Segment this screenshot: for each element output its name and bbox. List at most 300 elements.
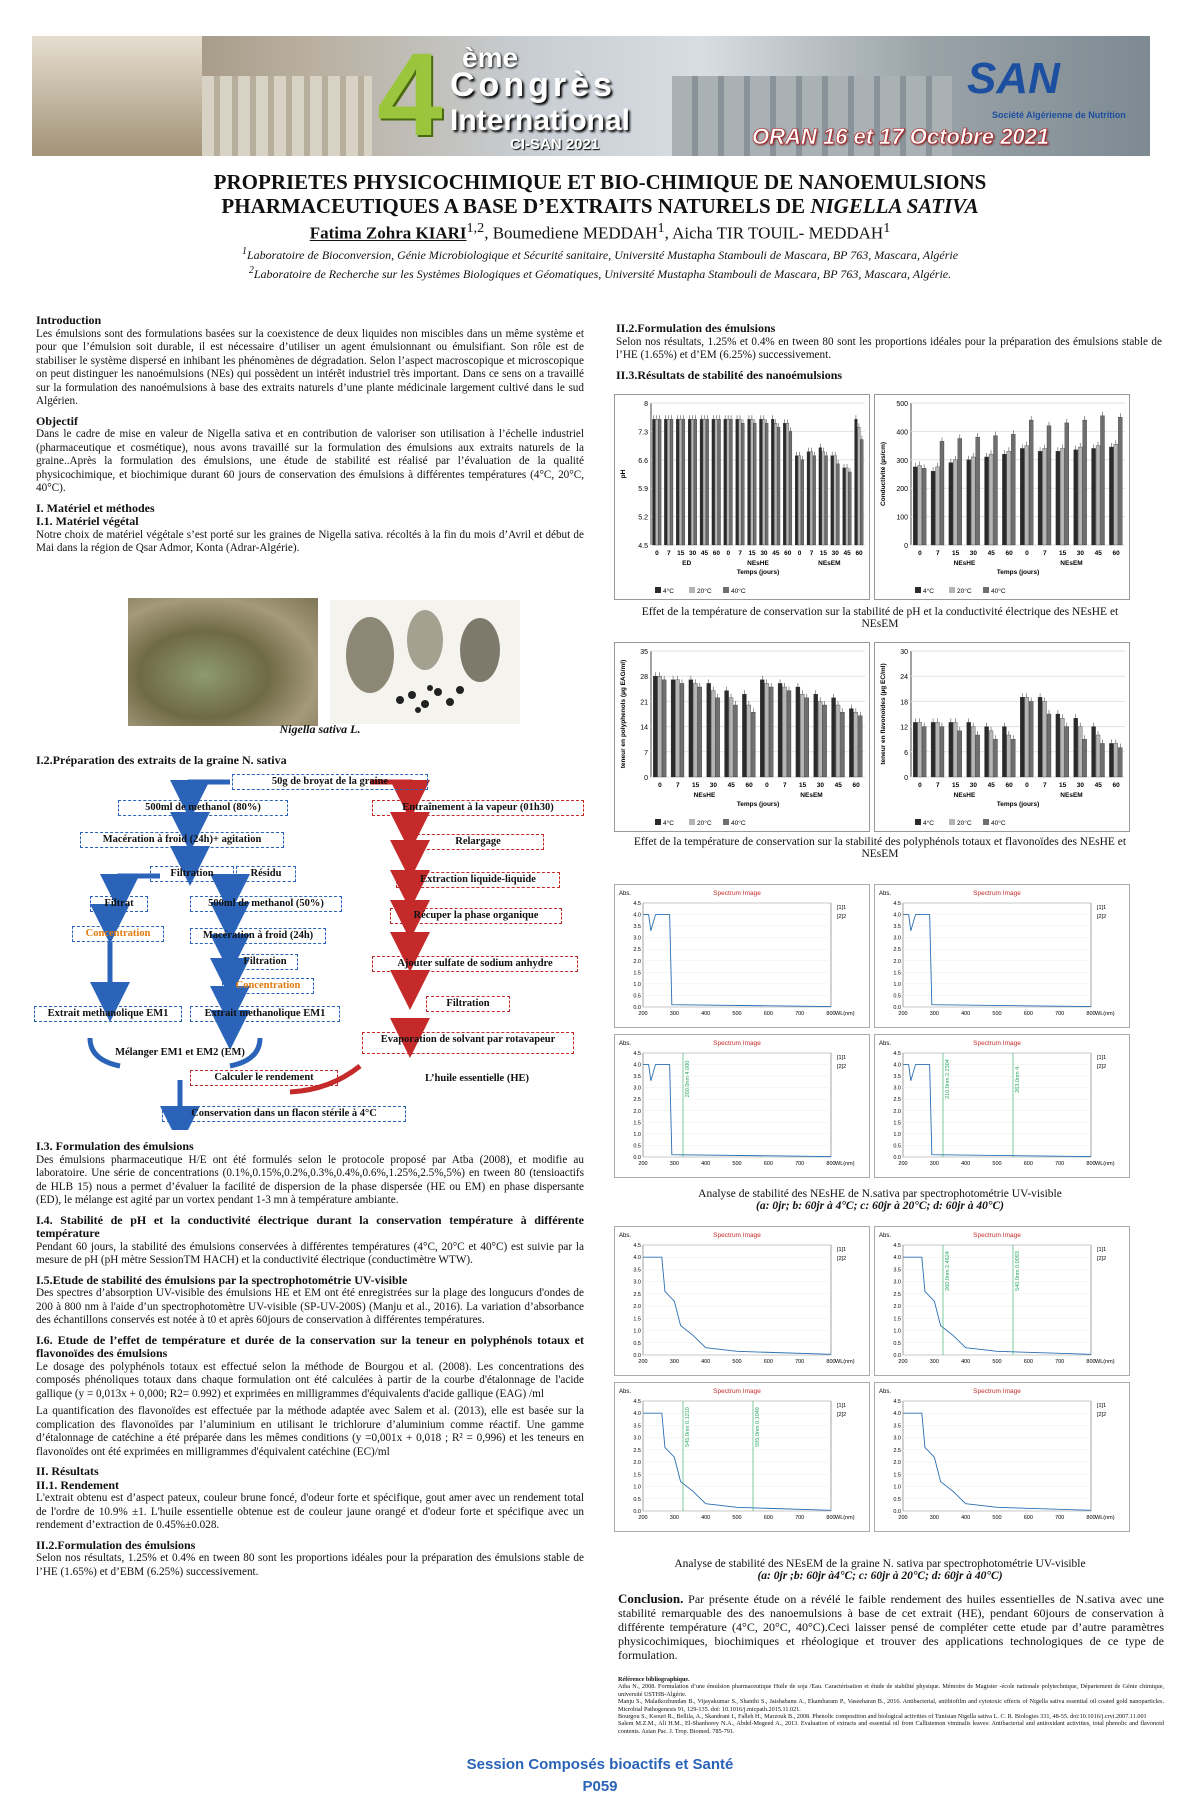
- peak-label: 260.0nm 2.4624: [945, 1251, 951, 1291]
- methods-heading: I. Matériel et méthodes: [36, 500, 155, 515]
- formulation-heading: I.3. Formulation des émulsions: [36, 1139, 194, 1153]
- x-axis-title: Temps (jours): [736, 801, 780, 808]
- x-tick-label: 600: [763, 1011, 773, 1017]
- bar: [805, 698, 809, 777]
- seeds-photo: [330, 600, 520, 724]
- bar: [1065, 423, 1069, 545]
- y-tick-label: 3.5: [633, 1423, 641, 1430]
- abs-label: Abs.: [619, 1041, 632, 1047]
- y-tick-label: 300: [896, 457, 908, 465]
- y-tick-label: 12: [900, 724, 908, 732]
- y-tick-label: 4.5: [633, 901, 641, 907]
- flow-yield: Calculer le rendement: [190, 1070, 338, 1086]
- reference-item: Atba N., 2008. Formulation d’une émulsion pharmaceutique Huile de soja /Eau. Caractérisation et étude de stabilité physique. Mémoire de Magister -école nationale polytechnique, Département de Génie chimique, université USTHB-Algérie.: [618, 1683, 1164, 1698]
- legend-label: 20°C: [697, 588, 712, 595]
- x-tick-label: 30: [969, 782, 978, 789]
- legend-label: [1]1: [1097, 1247, 1107, 1253]
- bar: [736, 419, 739, 545]
- bar: [858, 716, 862, 777]
- spectrum-title: Spectrum Image: [973, 890, 1021, 897]
- flow-mix: Mélanger EM1 et EM2 (EM): [115, 1047, 245, 1058]
- wl-label: WL(nm): [835, 1359, 855, 1365]
- flow-residu: Résidu: [236, 866, 296, 882]
- y-tick-label: 4.0: [893, 912, 901, 919]
- bar: [1065, 727, 1069, 777]
- spectrum-curve: [643, 1257, 831, 1354]
- bar: [1007, 451, 1011, 545]
- plot-frame: [643, 1245, 831, 1355]
- y-tick-label: 8: [644, 401, 648, 408]
- y-tick-label: 0.5: [633, 1340, 641, 1347]
- y-tick-label: 2.5: [893, 947, 901, 954]
- spectrum-he-d: [874, 1034, 1130, 1178]
- y-axis-title: pH: [620, 469, 627, 479]
- bar: [671, 680, 675, 777]
- bar: [958, 731, 962, 777]
- x-tick-label: 7: [782, 782, 787, 789]
- x-tick-label: 500: [992, 1515, 1002, 1521]
- x-tick-label: 30: [969, 550, 978, 557]
- bar: [1047, 714, 1051, 777]
- group-label: NEsHE: [747, 560, 769, 567]
- spectrum-em-c: [614, 1382, 870, 1532]
- wl-label: WL(nm): [835, 1011, 855, 1017]
- bar: [1043, 448, 1047, 545]
- congress-number: 4: [377, 36, 443, 156]
- bar: [971, 727, 975, 777]
- bar: [1025, 446, 1029, 545]
- x-tick-label: 60: [1112, 550, 1120, 557]
- x-tick-label: 600: [763, 1359, 773, 1365]
- caption-polyphenol: Effet de la température de conservation sur la stabilité des polyphénols totaux et flavonoïdes des NEsHE et NEsEM: [633, 836, 1127, 860]
- y-tick-label: 28: [640, 674, 648, 682]
- legend-label: 40°C: [731, 820, 746, 827]
- x-tick-label: 200: [638, 1161, 648, 1167]
- bar: [729, 698, 733, 777]
- bar: [1043, 701, 1047, 777]
- bar: [742, 423, 745, 545]
- affiliation-1: $^1$Laboratoire de Bioconversion, Génie Microbiologique et Sécurité sanitaire, Université Mustapha Stambouli de Mascara, BP 763, Mascara, Algérie: [241, 246, 959, 262]
- x-tick-label: 7: [809, 550, 814, 557]
- caption-uv-em-line2: (a: 0jr ;b: 60jr à4°C; c: 60jr à 20°C; d: 60jr à 40°C): [757, 1570, 1003, 1582]
- x-tick-label: 800: [1086, 1011, 1096, 1017]
- y-tick-label: 4.0: [893, 1411, 901, 1418]
- intro-heading: Introduction: [36, 313, 102, 327]
- y-tick-label: 1.0: [893, 1131, 901, 1138]
- wl-label: WL(nm): [1095, 1161, 1115, 1167]
- bar: [769, 687, 773, 777]
- bar: [1118, 417, 1122, 545]
- bar: [706, 419, 709, 545]
- x-tick-label: 700: [1055, 1161, 1065, 1167]
- y-tick-label: 2.5: [633, 1291, 641, 1298]
- y-tick-label: 2.0: [893, 1460, 901, 1467]
- flow-extraction: Extraction liquide-liquide: [396, 872, 560, 888]
- bar: [774, 423, 777, 545]
- x-tick-label: 60: [1005, 550, 1013, 557]
- x-tick-label: 0: [1025, 550, 1029, 557]
- plant-photo: [128, 598, 318, 726]
- x-tick-label: 0: [655, 550, 659, 557]
- x-tick-label: 600: [763, 1161, 773, 1167]
- plant-heading: I.1. Matériel végétal: [36, 514, 139, 528]
- uv-heading: I.5.Etude de stabilité des émulsions par la spectrophotométrie UV-visible: [36, 1272, 408, 1287]
- x-tick-label: 200: [898, 1359, 908, 1365]
- bar: [789, 431, 792, 545]
- peak-label: 540.0nm 0.0093: [1015, 1251, 1021, 1291]
- bar: [855, 419, 858, 545]
- x-tick-label: 500: [732, 1515, 742, 1521]
- affiliation-2: $^2$Laboratoire de Recherche sur les Systèmes Biologiques et Géomatiques, Université Mustapha Stambouli de Mascara, BP 763, Mascara, Algérie.: [248, 265, 952, 281]
- y-tick-label: 0.0: [633, 1155, 641, 1161]
- x-tick-label: 15: [748, 550, 756, 557]
- bar: [976, 735, 980, 777]
- legend-label: [1]1: [1097, 905, 1107, 911]
- x-tick-label: 800: [826, 1515, 836, 1521]
- legend-swatch: [983, 819, 989, 825]
- group-label: NEsEM: [1060, 560, 1083, 567]
- bar: [832, 698, 836, 777]
- x-tick-label: 60: [1112, 782, 1120, 789]
- legend-swatch: [655, 587, 661, 593]
- y-tick-label: 0.0: [893, 1155, 901, 1161]
- y-tick-label: 0.0: [893, 1509, 901, 1515]
- prep-heading: I.2.Préparation des extraits de la graine N. sativa: [36, 753, 287, 767]
- x-tick-label: 400: [701, 1011, 711, 1017]
- x-tick-label: 7: [667, 550, 671, 557]
- x-tick-label: 30: [709, 782, 718, 789]
- y-tick-label: 2.5: [893, 1097, 901, 1104]
- group-label: NEsHE: [953, 560, 976, 567]
- bar: [1047, 426, 1051, 545]
- y-tick-label: 3.5: [893, 1423, 901, 1430]
- abs-label: Abs.: [619, 891, 632, 897]
- bar: [993, 739, 997, 777]
- bar: [1002, 454, 1006, 545]
- x-tick-label: 45: [700, 550, 709, 557]
- y-tick-label: 24: [900, 674, 908, 682]
- bar: [679, 419, 682, 545]
- x-tick-label: 45: [834, 782, 842, 789]
- bar: [754, 423, 757, 545]
- bar: [1078, 727, 1082, 777]
- y-tick-label: 3.0: [893, 935, 901, 942]
- bar: [680, 683, 684, 777]
- y-tick-label: 3.5: [633, 1074, 641, 1081]
- bar: [742, 694, 746, 777]
- x-tick-label: 200: [638, 1515, 648, 1521]
- bar: [1074, 718, 1078, 777]
- y-tick-label: 2.0: [893, 958, 901, 965]
- x-tick-label: 600: [1023, 1161, 1033, 1167]
- x-tick-label: 200: [898, 1161, 908, 1167]
- x-tick-label: 30: [1076, 550, 1085, 557]
- x-tick-label: 400: [701, 1515, 711, 1521]
- bar: [658, 419, 661, 545]
- legend-label: [1]1: [837, 1055, 847, 1061]
- title-line-2: PHARMACEUTIQUES A BASE D’EXTRAITS NATURELS DE NIGELLA SATIVA: [221, 194, 979, 218]
- bar: [1092, 448, 1096, 545]
- bar: [1083, 420, 1087, 545]
- plant-text: Notre choix de matériel végétale s’est porté sur les graines de Nigella sativa. récoltés à la fin du mois d’Avril et début de Mai dans la région de Qsar Admor, Konta (Adrar-Algérie).: [36, 528, 584, 554]
- y-tick-label: 3.0: [633, 935, 641, 942]
- reference-item: Bourgou S., Ksouri R., Bellila, A., Skandrani I., Falleh H., Marzouk B., 2008. Phenolic composition and biological activities of Tunisian Nigella sativa L. C. R. Biologies 331, 48-55. doi:10.1016/j.crvi.2007.11.001: [618, 1713, 1147, 1721]
- y-tick-label: 1.0: [893, 1484, 901, 1491]
- bar: [765, 683, 769, 777]
- bar: [1096, 735, 1100, 777]
- title-line-1: PROPRIETES PHYSICOCHIMIQUE ET BIO-CHIMIQUE DE NANOEMULSIONS: [213, 170, 987, 194]
- y-tick-label: 6.6: [638, 457, 648, 465]
- x-tick-label: 0: [658, 782, 662, 789]
- cisan-label: CI-SAN 2021: [510, 136, 600, 153]
- bar: [922, 468, 926, 545]
- y-tick-label: 7: [644, 749, 648, 757]
- right-column-top: [616, 316, 1162, 382]
- x-tick-label: 600: [1023, 1515, 1033, 1521]
- spectrum-he-b: [874, 884, 1130, 1028]
- bar: [1002, 727, 1006, 777]
- bar: [1038, 697, 1042, 777]
- bar: [810, 452, 813, 545]
- bar: [664, 419, 667, 545]
- ph-chart: [614, 394, 870, 600]
- x-tick-label: 400: [961, 1359, 971, 1365]
- bar: [739, 419, 742, 545]
- flow-filtration-2: Filtration: [232, 954, 298, 970]
- y-tick-label: 1.5: [893, 970, 901, 977]
- legend-swatch: [689, 819, 695, 825]
- y-tick-label: 3.0: [893, 1279, 901, 1286]
- x-tick-label: 800: [826, 1011, 836, 1017]
- bar: [936, 467, 940, 545]
- bar: [931, 722, 935, 777]
- x-axis-title: Temps (jours): [736, 569, 780, 576]
- bar: [1078, 447, 1082, 545]
- bar: [949, 722, 953, 777]
- x-tick-label: 15: [691, 782, 700, 789]
- x-tick-label: 300: [669, 1359, 679, 1365]
- congress-word: Congrès: [450, 66, 616, 104]
- bar: [1025, 697, 1029, 777]
- abs-label: Abs.: [619, 1389, 632, 1395]
- x-tick-label: 700: [795, 1011, 805, 1017]
- bar: [1109, 743, 1113, 777]
- y-tick-label: 2.0: [633, 1304, 641, 1311]
- congress-ordinal: ème: [462, 42, 519, 73]
- x-tick-label: 0: [765, 782, 769, 789]
- x-tick-label: 45: [772, 550, 780, 557]
- x-tick-label: 300: [929, 1011, 939, 1017]
- legend-label: [1]1: [1097, 1055, 1107, 1061]
- caption-ph-conductivity: Effet de la température de conservation sur la stabilité de pH et la conductivité électrique des NEsHE et NEsEM: [641, 606, 1119, 630]
- bar: [823, 705, 827, 777]
- bar: [698, 687, 702, 777]
- session-label: Session Composés bioactifs et Santé: [466, 1756, 734, 1773]
- y-tick-label: 4.5: [893, 1243, 901, 1249]
- legend-swatch: [655, 819, 661, 825]
- caption-uv-em: [630, 1558, 1130, 1582]
- y-tick-label: 2.0: [893, 1108, 901, 1115]
- polyphenol-chart: [614, 642, 870, 832]
- x-tick-label: 0: [797, 550, 802, 557]
- bar: [913, 722, 917, 777]
- y-tick-label: 1.5: [633, 1472, 641, 1479]
- bar: [836, 705, 840, 777]
- peak-label: 263.0nm 4.: [1015, 1065, 1021, 1093]
- y-tick-label: 0.0: [633, 1509, 641, 1515]
- y-tick-label: 0.0: [633, 1353, 641, 1359]
- y-tick-label: 400: [896, 429, 908, 437]
- stability-heading: II.3.Résultats de stabilité des nanoémulsions: [616, 367, 843, 382]
- bar: [798, 456, 801, 545]
- x-tick-label: 300: [669, 1161, 679, 1167]
- bar: [787, 691, 791, 777]
- spectrum-he-c: [614, 1034, 870, 1178]
- y-tick-label: 3.0: [633, 1279, 641, 1286]
- x-tick-label: 200: [898, 1011, 908, 1017]
- spectrum-em-d: [874, 1382, 1130, 1532]
- bar: [762, 419, 765, 545]
- bar: [825, 456, 828, 545]
- y-tick-label: 2.5: [633, 947, 641, 954]
- bar: [822, 452, 825, 545]
- bar: [751, 712, 755, 777]
- x-tick-label: 700: [795, 1161, 805, 1167]
- bar: [760, 680, 764, 777]
- bar: [751, 419, 754, 545]
- ph-text: Pendant 60 jours, la stabilité des émulsions conservées à différentes températures (4°C, 20°C et 40°C) est suivie par la mesure de pH (pH mètre SessionTM HACH) et la conductivité électrique (conductimètre WTW).: [36, 1240, 584, 1266]
- bar: [1060, 718, 1064, 777]
- x-tick-label: 45: [987, 550, 995, 557]
- san-description: Société Algérienne de Nutrition: [992, 110, 1126, 120]
- y-tick-label: 2.0: [633, 1460, 641, 1467]
- x-tick-label: 45: [843, 550, 851, 557]
- y-tick-label: 2.0: [893, 1304, 901, 1311]
- x-tick-label: 15: [819, 550, 828, 557]
- y-tick-label: 4.5: [633, 1243, 641, 1249]
- x-tick-label: 30: [760, 550, 768, 557]
- bar: [967, 460, 971, 545]
- bar: [846, 468, 849, 545]
- formulation-text: Des émulsions pharmaceutique H/E ont été formulés selon le protocole proposé par Atba (2008), et modifie au laboratoire. Une série de concentrations (0.1%,0.15%,0.2%,0.3%,0.4%,0.6%,1.25%,2.5%,5%) en tween 80 (tensioactifs de HLB 15) nous a permet d’évaluer la facilité de dispersion de la phase dispersée (HE ou EM) en phase dispersante (ED), le mélange est agité par un vortex pendant 1-3 mn à température ambiante.: [36, 1153, 584, 1206]
- y-tick-label: 3.5: [633, 924, 641, 931]
- legend-label: 20°C: [957, 588, 972, 595]
- bar: [1020, 697, 1024, 777]
- reference-item: Salem M.Z.M., Ali H.M., El-Shanhorey N.A., Abdel-Megeed A., 2013. Evaluation of extracts and essential oil from Callistemon viminalis leaves: Antibacterial and antioxidant activities, total phenolic and flavonoid contents. Asian Pac. J. Trop. Biomed. 785-791.: [618, 1720, 1164, 1735]
- right-formulation-heading: II.2.Formulation des émulsions: [616, 321, 776, 335]
- emulsion-formulation-heading: II.2.Formulation des émulsions: [36, 1537, 196, 1552]
- y-tick-label: 0.5: [893, 1143, 901, 1150]
- legend-label: [1]1: [837, 1403, 847, 1409]
- y-tick-label: 0.5: [893, 1496, 901, 1503]
- y-tick-label: 2.5: [893, 1447, 901, 1454]
- x-tick-label: 500: [992, 1161, 1002, 1167]
- bar: [700, 419, 703, 545]
- x-tick-label: 800: [1086, 1359, 1096, 1365]
- y-tick-label: 0.5: [893, 993, 901, 1000]
- bar: [662, 680, 666, 777]
- legend-label: [2]2: [837, 914, 847, 920]
- y-tick-label: 4.5: [633, 1051, 641, 1057]
- x-tick-label: 200: [898, 1515, 908, 1521]
- references-heading: Référence bibliographique.: [618, 1676, 690, 1683]
- legend-label: 20°C: [697, 820, 712, 827]
- objective-text: Dans le cadre de mise en valeur de Nigella sativa et en contribution de valoriser son utilisation à l’échelle industriel (pharmaceutique et cosmétique), nous avons travaillé sur la formulation des émulsions aux extraits naturels de la graine..Après la formulation des émulsions, une étude de stabilité est réalisé par l’évaluation de la qualité physicochimique, et biochimique durant 60 jours de conservation des émulsions à différentes températures (4°C, 20°C, 40°C).: [36, 428, 584, 494]
- x-tick-label: 30: [688, 550, 697, 557]
- conclusion-heading: Conclusion.: [618, 1591, 684, 1606]
- seeds-illustration: [330, 600, 520, 724]
- affiliations: [60, 244, 1140, 282]
- legend-label: 20°C: [957, 820, 972, 827]
- bar: [918, 722, 922, 777]
- x-tick-label: 7: [935, 550, 940, 557]
- x-tick-label: 15: [1058, 550, 1067, 557]
- y-tick-label: 0: [904, 775, 908, 782]
- bar: [913, 467, 917, 545]
- bar: [985, 727, 989, 777]
- legend-label: [2]2: [837, 1412, 847, 1418]
- x-tick-label: 60: [745, 782, 753, 789]
- bar: [834, 456, 837, 545]
- group-label: ED: [682, 560, 692, 567]
- peak-label: 260.0nm 4.000: [685, 1060, 691, 1098]
- x-tick-label: 700: [795, 1515, 805, 1521]
- caption-uv-he-line2: (a: 0jr; b: 60jr à 4°C; c: 60jr à 20°C; d: 60jr à 40°C): [756, 1200, 1004, 1212]
- x-tick-label: 400: [701, 1359, 711, 1365]
- spectrum-curve: [903, 1413, 1091, 1510]
- x-tick-label: 60: [852, 782, 860, 789]
- bar: [858, 427, 861, 545]
- y-tick-label: 3.0: [633, 1085, 641, 1092]
- bar: [985, 457, 989, 545]
- bar: [795, 456, 798, 545]
- y-tick-label: 500: [896, 401, 908, 408]
- bar: [725, 691, 729, 777]
- bar: [1007, 735, 1011, 777]
- x-tick-label: 15: [951, 782, 960, 789]
- bar: [676, 680, 680, 777]
- bar: [936, 722, 940, 777]
- y-tick-label: 2.5: [633, 1097, 641, 1104]
- flow-maceration-1: Macération à froid (24h)+ agitation: [80, 832, 284, 848]
- y-axis-title: teneur en flavonoïdes (µg EC/ml): [880, 663, 887, 765]
- wl-label: WL(nm): [835, 1515, 855, 1521]
- reference-item: Manju S., Malaikozhundan B., Vijayakumar S., Shanthi S., Jaishabanu A., Ekambaram P., Vaseeharan B., 2016. Antibacterial, antibiofilm and cytotoxic effects of Nigella sativa essential oil coated gold nanoparticles. Microbial Pathogenesis 91, 129-135. doi: 10.1016/j.micpath.2015.11.021.: [618, 1698, 1164, 1713]
- y-axis-title: Conductivité (µs/cm): [880, 441, 887, 507]
- right-formulation-text: Selon nos résultats, 1.25% et 0.4% en tween 80 sont les proportions idéales pour la préparation des émulsions stable de l’HE (1.65%) et d’EM (6.25%) successivement.: [616, 335, 1162, 361]
- spectrum-curve: [903, 1257, 1091, 1354]
- x-tick-label: 200: [638, 1011, 648, 1017]
- group-label: NEsEM: [1060, 792, 1083, 799]
- bar: [1114, 743, 1118, 777]
- spectrum-he-a: [614, 884, 870, 1028]
- x-tick-label: 700: [795, 1359, 805, 1365]
- legend-label: 4°C: [663, 588, 674, 595]
- y-tick-label: 3.0: [893, 1085, 901, 1092]
- bar: [831, 456, 834, 545]
- bar: [989, 454, 993, 545]
- y-tick-label: 35: [640, 649, 648, 656]
- y-tick-label: 4.0: [633, 1411, 641, 1418]
- bar: [667, 419, 670, 545]
- x-tick-label: 400: [961, 1515, 971, 1521]
- y-tick-label: 2.5: [633, 1447, 641, 1454]
- bar: [1020, 448, 1024, 545]
- bar: [747, 705, 751, 777]
- poster-title: [60, 170, 1140, 218]
- x-tick-label: 45: [1094, 550, 1102, 557]
- x-tick-label: 500: [992, 1359, 1002, 1365]
